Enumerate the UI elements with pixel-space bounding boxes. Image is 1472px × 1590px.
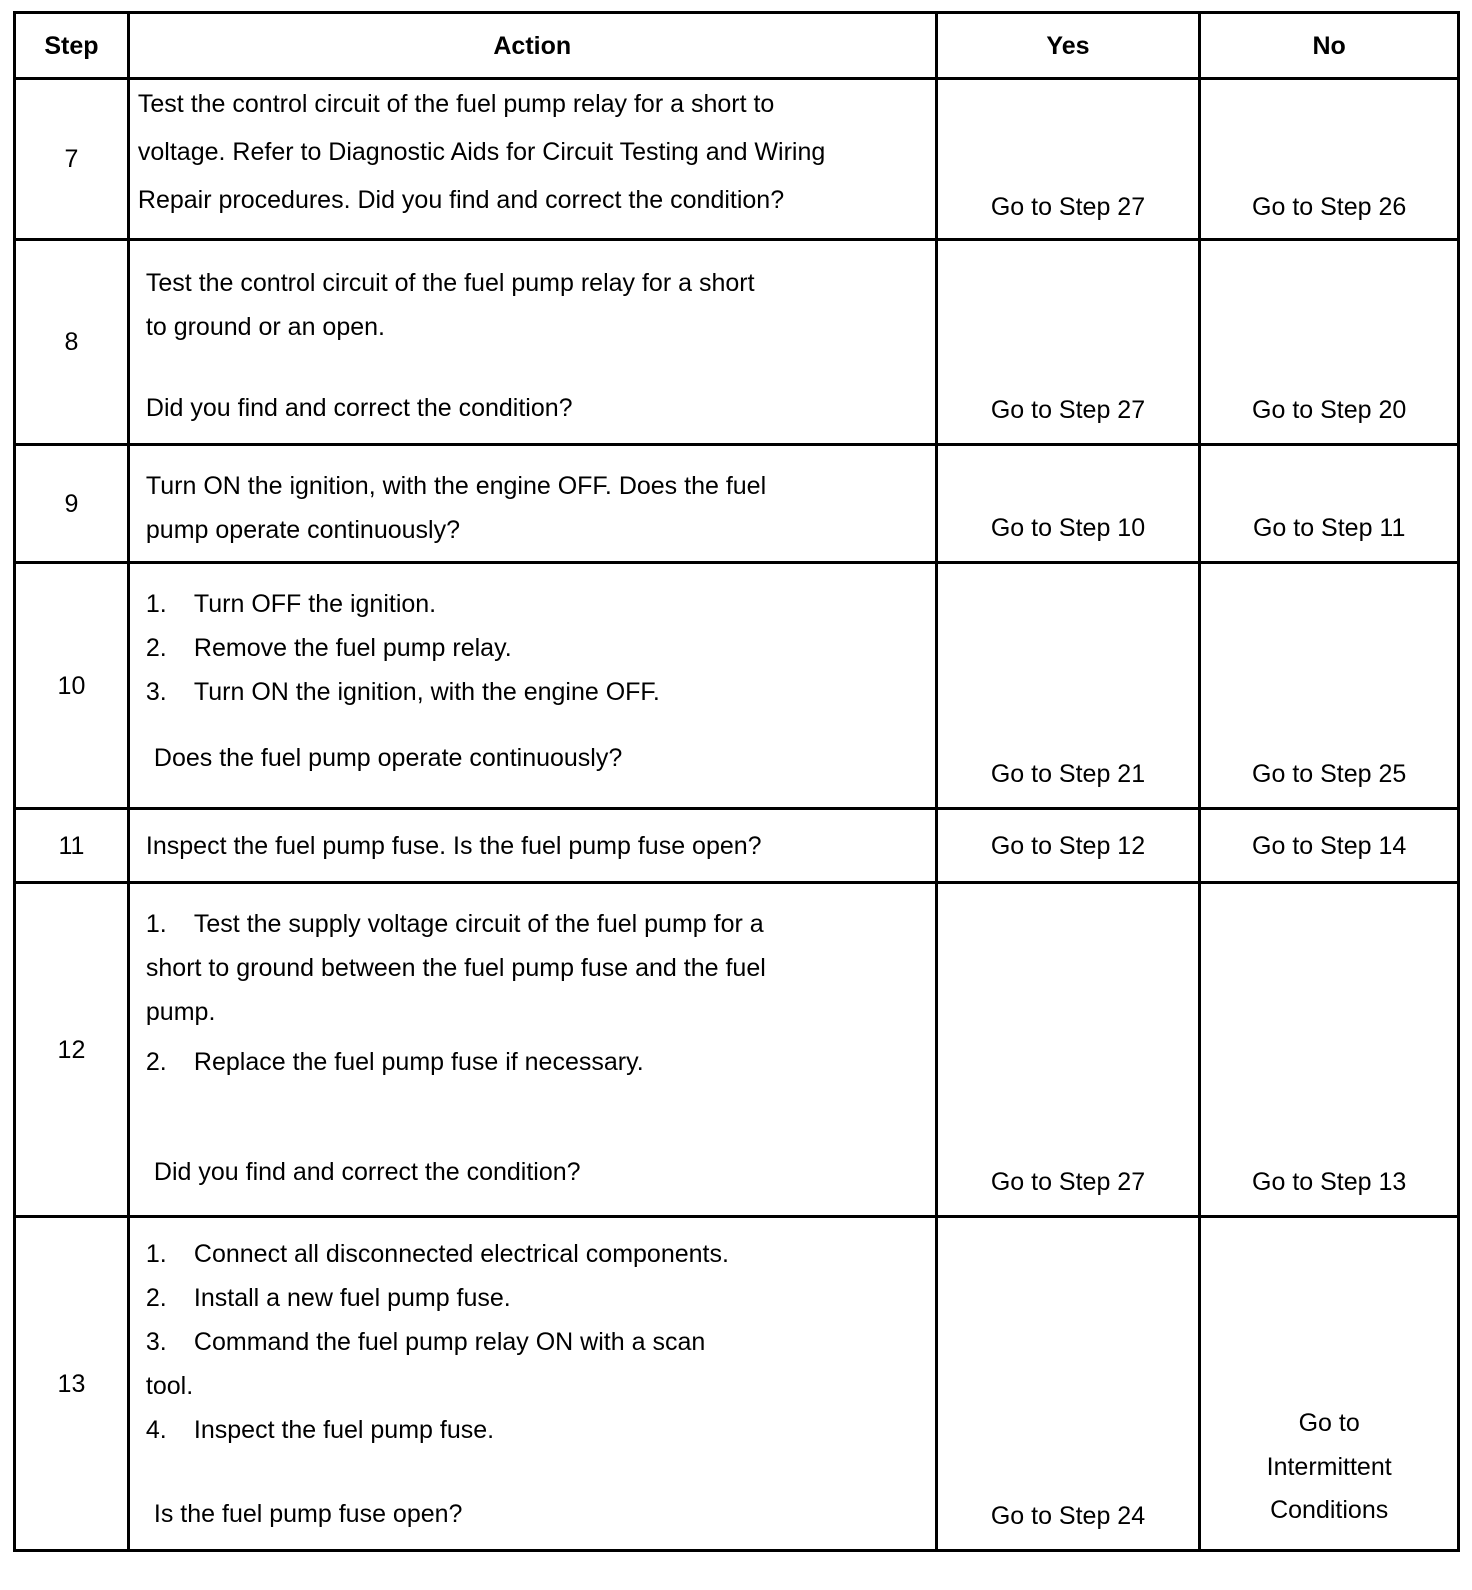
header-row — [15, 13, 1459, 79]
table-row — [15, 79, 1459, 240]
table-row — [15, 1217, 1459, 1551]
step-number: 7 — [15, 79, 129, 240]
table-row — [15, 809, 1459, 883]
item-text: Turn ON the ignition, with the engine OFF. — [193, 678, 660, 706]
action-line: Inspect the fuel pump fuse. Is the fuel pump fuse open? — [145, 831, 762, 860]
action-question: Is the fuel pump fuse open? — [153, 1500, 463, 1528]
step-number: 12 — [15, 883, 129, 1217]
step-number: 10 — [15, 563, 129, 809]
list-item — [146, 626, 927, 670]
item-number: 3. — [145, 678, 167, 706]
item-number: 1. — [145, 590, 167, 618]
item-text: Connect all disconnected electrical components. — [193, 1240, 729, 1268]
list-item — [146, 902, 927, 946]
action-cell — [128, 883, 936, 1217]
no-cell — [1200, 563, 1459, 809]
action-question: Does the fuel pump operate continuously? — [153, 744, 623, 772]
item-continuation: tool. — [145, 1372, 194, 1400]
no-result: Go to Step 11 — [1252, 514, 1406, 542]
action-line: pump operate continuously? — [145, 516, 461, 544]
table-row — [15, 240, 1459, 445]
yes-cell — [936, 809, 1200, 883]
yes-result: Go to Step 27 — [990, 193, 1146, 221]
no-cell — [1200, 883, 1459, 1217]
item-continuation: pump. — [145, 998, 216, 1026]
list-item — [146, 1408, 927, 1452]
yes-result: Go to Step 27 — [990, 1168, 1146, 1196]
item-number: 1. — [145, 910, 167, 938]
item-text: Replace the fuel pump fuse if necessary. — [193, 1048, 644, 1076]
yes-cell — [936, 79, 1200, 240]
list-item — [146, 1276, 927, 1320]
action-cell — [128, 240, 936, 445]
no-cell — [1200, 1217, 1459, 1551]
no-result-line: Conditions — [1270, 1496, 1389, 1525]
no-result-line: Go to — [1298, 1408, 1360, 1437]
action-line: to ground or an open. — [145, 313, 385, 341]
table-row — [15, 563, 1459, 809]
item-text: Install a new fuel pump fuse. — [193, 1284, 511, 1312]
header-yes: Yes — [936, 13, 1200, 79]
step-number: 9 — [15, 445, 129, 563]
list-item — [146, 582, 927, 626]
yes-cell — [936, 240, 1200, 445]
item-continuation: short to ground between the fuel pump fuse and the fuel — [145, 954, 766, 982]
no-cell — [1200, 445, 1459, 563]
step-number: 13 — [15, 1217, 129, 1551]
action-cell — [128, 563, 936, 809]
yes-result: Go to Step 12 — [990, 831, 1146, 860]
yes-result: Go to Step 21 — [990, 760, 1146, 788]
no-result: Go to Step 13 — [1252, 1168, 1407, 1196]
yes-result: Go to Step 24 — [990, 1502, 1146, 1530]
action-line: Test the control circuit of the fuel pump relay for a short — [145, 269, 755, 297]
no-result: Go to Step 26 — [1252, 193, 1407, 221]
yes-cell — [936, 563, 1200, 809]
item-number: 2. — [145, 1048, 167, 1076]
item-text: Turn OFF the ignition. — [193, 590, 437, 618]
table-row — [15, 883, 1459, 1217]
no-result: Go to Step 25 — [1252, 760, 1407, 788]
action-line: Repair procedures. Did you find and correct the condition? — [137, 186, 785, 214]
item-number: 2. — [145, 634, 167, 662]
action-question: Did you find and correct the condition? — [145, 394, 573, 422]
item-number: 4. — [145, 1416, 167, 1444]
item-text: Inspect the fuel pump fuse. — [193, 1416, 495, 1444]
yes-result: Go to Step 10 — [990, 514, 1146, 542]
item-number: 1. — [145, 1240, 167, 1268]
action-cell — [128, 445, 936, 563]
no-result-line: Intermittent — [1266, 1452, 1392, 1481]
list-item — [146, 1232, 927, 1276]
action-line: Test the control circuit of the fuel pump relay for a short to — [137, 90, 775, 118]
no-result — [1201, 1402, 1457, 1533]
list-item — [146, 1320, 927, 1364]
list-item — [146, 1034, 927, 1090]
header-step: Step — [15, 13, 129, 79]
item-number: 3. — [145, 1328, 167, 1356]
action-line: voltage. Refer to Diagnostic Aids for Circuit Testing and Wiring — [137, 138, 826, 166]
no-result: Go to Step 20 — [1252, 396, 1407, 424]
table-row — [15, 445, 1459, 563]
step-number: 8 — [15, 240, 129, 445]
action-cell — [128, 809, 936, 883]
header-action: Action — [128, 13, 936, 79]
item-text: Command the fuel pump relay ON with a scan — [193, 1328, 706, 1356]
action-cell — [128, 79, 936, 240]
action-line: Turn ON the ignition, with the engine OFF. Does the fuel — [145, 472, 767, 500]
header-no: No — [1200, 13, 1459, 79]
no-cell — [1200, 79, 1459, 240]
item-text: Test the supply voltage circuit of the fuel pump for a — [193, 910, 764, 938]
no-cell — [1200, 809, 1459, 883]
yes-cell — [936, 1217, 1200, 1551]
action-question: Did you find and correct the condition? — [153, 1158, 581, 1186]
no-result: Go to Step 14 — [1252, 831, 1407, 860]
yes-cell — [936, 883, 1200, 1217]
list-item — [146, 670, 927, 714]
item-text: Remove the fuel pump relay. — [193, 634, 512, 662]
yes-cell — [936, 445, 1200, 563]
item-number: 2. — [145, 1284, 167, 1312]
diagnostic-table — [13, 11, 1460, 1552]
action-cell — [128, 1217, 936, 1551]
yes-result: Go to Step 27 — [990, 396, 1146, 424]
step-number: 11 — [15, 809, 129, 883]
no-cell — [1200, 240, 1459, 445]
